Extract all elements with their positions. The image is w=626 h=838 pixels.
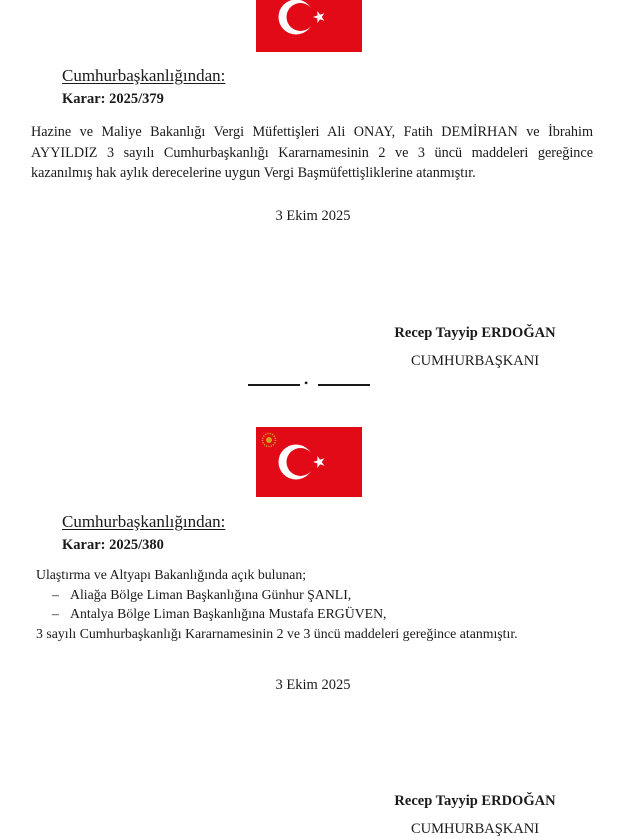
separator-dot: • <box>304 376 309 390</box>
decision-text: Hazine ve Maliye Bakanlığı Vergi Müfettişleri Ali ONAY, Fatih DEMİRHAN ve İbrahim AYYILDIZ 3 sayılı Cumhurbaşkanlığı Kararnamesinin 2 ve 3 üncü maddeleri gereğince kazanılmış hak aylık derecelerine uygun Vergi Başmüfettişliklerine atanmıştır. <box>31 124 593 181</box>
section-separator <box>248 376 370 390</box>
signature-name: Recep Tayyip ERDOĞAN <box>394 325 556 341</box>
decision-number: Karar: 2025/380 <box>62 537 164 553</box>
signature-title: CUMHURBAŞKANI <box>410 821 540 837</box>
signature-title: CUMHURBAŞKANI <box>410 353 540 369</box>
list-dash: – <box>52 586 59 602</box>
list-dash: – <box>52 606 59 621</box>
separator-line-right <box>318 384 370 386</box>
list-item-text: Aliağa Bölge Liman Başkanlığına Günhur ŞANLI, <box>70 586 352 602</box>
signature-name: Recep Tayyip ERDOĞAN <box>394 793 556 809</box>
list-intro: Ulaştırma ve Altyapı Bakanlığında açık bulunan; <box>36 567 307 582</box>
list-item <box>52 585 596 605</box>
separator-line-left <box>248 384 300 386</box>
decision-heading: Cumhurbaşkanlığından: <box>62 512 226 531</box>
decision-heading: Cumhurbaşkanlığından: <box>62 66 226 85</box>
decision-date: 3 Ekim 2025 <box>275 208 351 224</box>
appointment-list <box>36 565 596 643</box>
decision-number: Karar: 2025/379 <box>62 91 164 107</box>
list-item <box>52 604 596 624</box>
list-item-text: Antalya Bölge Liman Başkanlığına Mustafa ERGÜVEN, <box>70 606 387 621</box>
turkish-flag-with-emblem-icon <box>256 427 362 497</box>
decision-date: 3 Ekim 2025 <box>275 677 351 693</box>
list-closing: 3 sayılı Cumhurbaşkanlığı Kararnamesinin 2 ve 3 üncü maddeleri gereğince atanmıştır. <box>36 625 518 641</box>
turkish-flag-icon <box>256 0 362 52</box>
